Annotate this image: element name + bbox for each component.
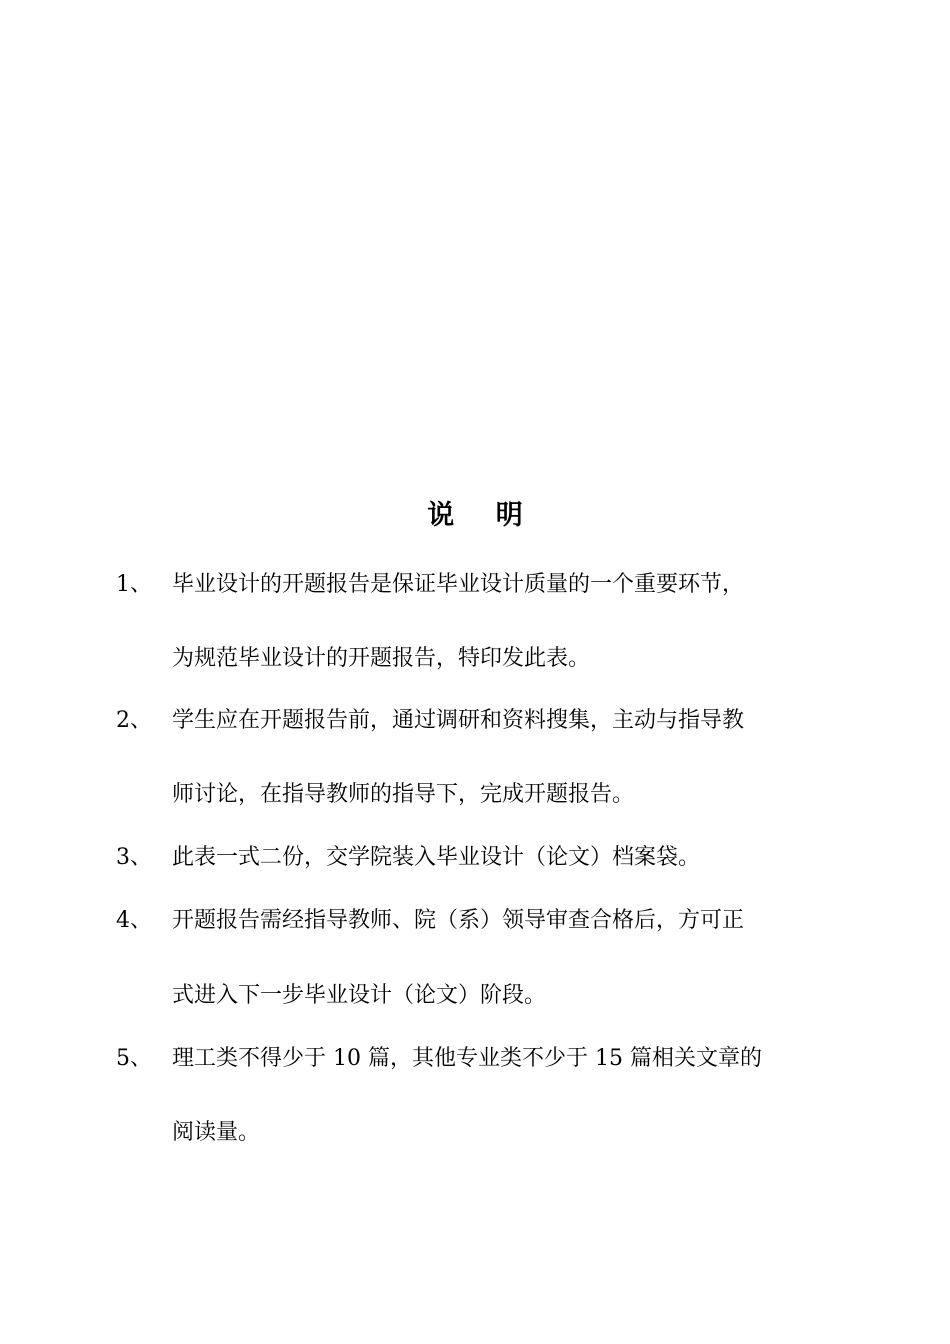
item-5-line-1: 理工类不得少于 10 篇，其他专业类不少于 15 篇相关文章的 [172,1046,762,1071]
item-1-line-1: 毕业设计的开题报告是保证毕业设计质量的一个重要环节， [172,572,745,597]
item-4-number: 4、 [116,908,152,933]
item-3-line-1: 此表一式二份，交学院装入毕业设计（论文）档案袋。 [172,845,701,870]
item-4-line-1: 开题报告需经指导教师、院（系）领导审查合格后，方可正 [172,908,745,933]
item-3-number: 3、 [116,845,152,870]
item-2-number: 2、 [116,708,152,733]
item-5-number: 5、 [116,1046,152,1071]
item-1-number: 1、 [116,572,152,597]
document-title: 说 明 [427,500,539,531]
item-1-line-2: 为规范毕业设计的开题报告，特印发此表。 [172,646,591,671]
item-4-line-2: 式进入下一步毕业设计（论文）阶段。 [172,983,547,1008]
item-5-line-2: 阅读量。 [172,1120,261,1145]
item-2-line-2: 师讨论，在指导教师的指导下，完成开题报告。 [172,782,635,807]
item-2-line-1: 学生应在开题报告前，通过调研和资料搜集，主动与指导教 [172,708,745,733]
